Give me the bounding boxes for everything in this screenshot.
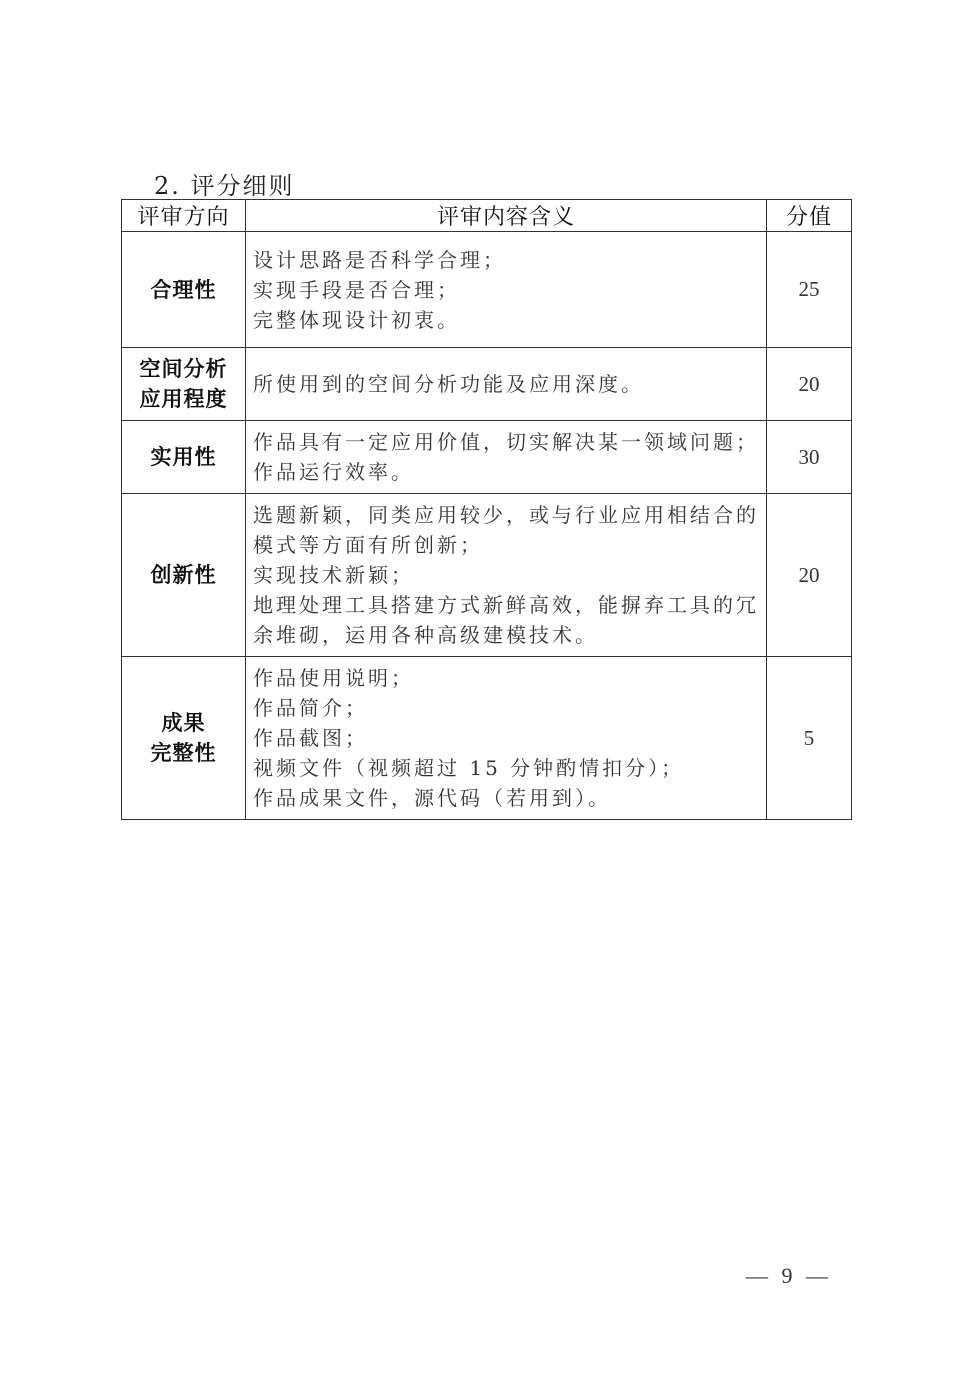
direction-line: 空间分析 (139, 357, 228, 381)
direction-line: 实用性 (150, 445, 217, 469)
direction-line: 应用程度 (139, 387, 228, 411)
criterion-score: 5 (767, 657, 852, 820)
content-line: 作品使用说明； (253, 666, 414, 690)
header-direction: 评审方向 (122, 200, 246, 232)
criterion-content (246, 494, 767, 657)
content-line: 作品具有一定应用价值，切实解决某一领域问题； (253, 430, 759, 454)
content-line: 设计思路是否科学合理； (253, 247, 506, 272)
content-line: 完整体现设计初衷。 (253, 307, 460, 332)
content-line: 作品运行效率。 (253, 460, 414, 484)
table-row (122, 657, 852, 820)
criterion-direction (122, 232, 246, 348)
criterion-direction (122, 657, 246, 820)
content-line: 作品截图； (253, 726, 368, 750)
criterion-score: 25 (767, 232, 852, 348)
direction-line: 成果 (161, 711, 206, 735)
direction-line: 创新性 (150, 563, 217, 587)
table-header-row (122, 200, 852, 232)
section-title: 2. 评分细则 (154, 172, 295, 200)
page-number: — 9 — (746, 1263, 832, 1288)
table-row (122, 348, 852, 421)
table-row (122, 421, 852, 494)
criterion-direction (122, 421, 246, 494)
criterion-content (246, 657, 767, 820)
criterion-direction (122, 348, 246, 421)
direction-line: 完整性 (150, 741, 217, 765)
criterion-score: 20 (767, 348, 852, 421)
content-line: 作品简介； (253, 696, 368, 720)
criterion-score: 20 (767, 494, 852, 657)
criterion-content (246, 232, 767, 348)
content-line: 视频文件（视频超过 15 分钟酌情扣分）； (253, 756, 685, 780)
scoring-rules-table (121, 199, 852, 820)
direction-line: 合理性 (150, 277, 217, 302)
content-line: 模式等方面有所创新； (253, 533, 483, 557)
criterion-score: 30 (767, 421, 852, 494)
criterion-direction (122, 494, 246, 657)
criterion-content (246, 421, 767, 494)
content-line: 余堆砌，运用各种高级建模技术。 (253, 623, 598, 647)
content-line: 所使用到的空间分析功能及应用深度。 (253, 372, 644, 396)
criterion-content (246, 348, 767, 421)
table-row (122, 494, 852, 657)
content-line: 实现技术新颖； (253, 563, 414, 587)
content-line: 选题新颖，同类应用较少，或与行业应用相结合的 (253, 503, 759, 527)
header-score: 分值 (767, 200, 852, 232)
content-line: 实现手段是否合理； (253, 277, 460, 302)
header-content: 评审内容含义 (246, 200, 767, 232)
table-row (122, 232, 852, 348)
content-line: 地理处理工具搭建方式新鲜高效，能摒弃工具的冗 (253, 593, 759, 617)
content-line: 作品成果文件，源代码（若用到）。 (253, 786, 611, 810)
